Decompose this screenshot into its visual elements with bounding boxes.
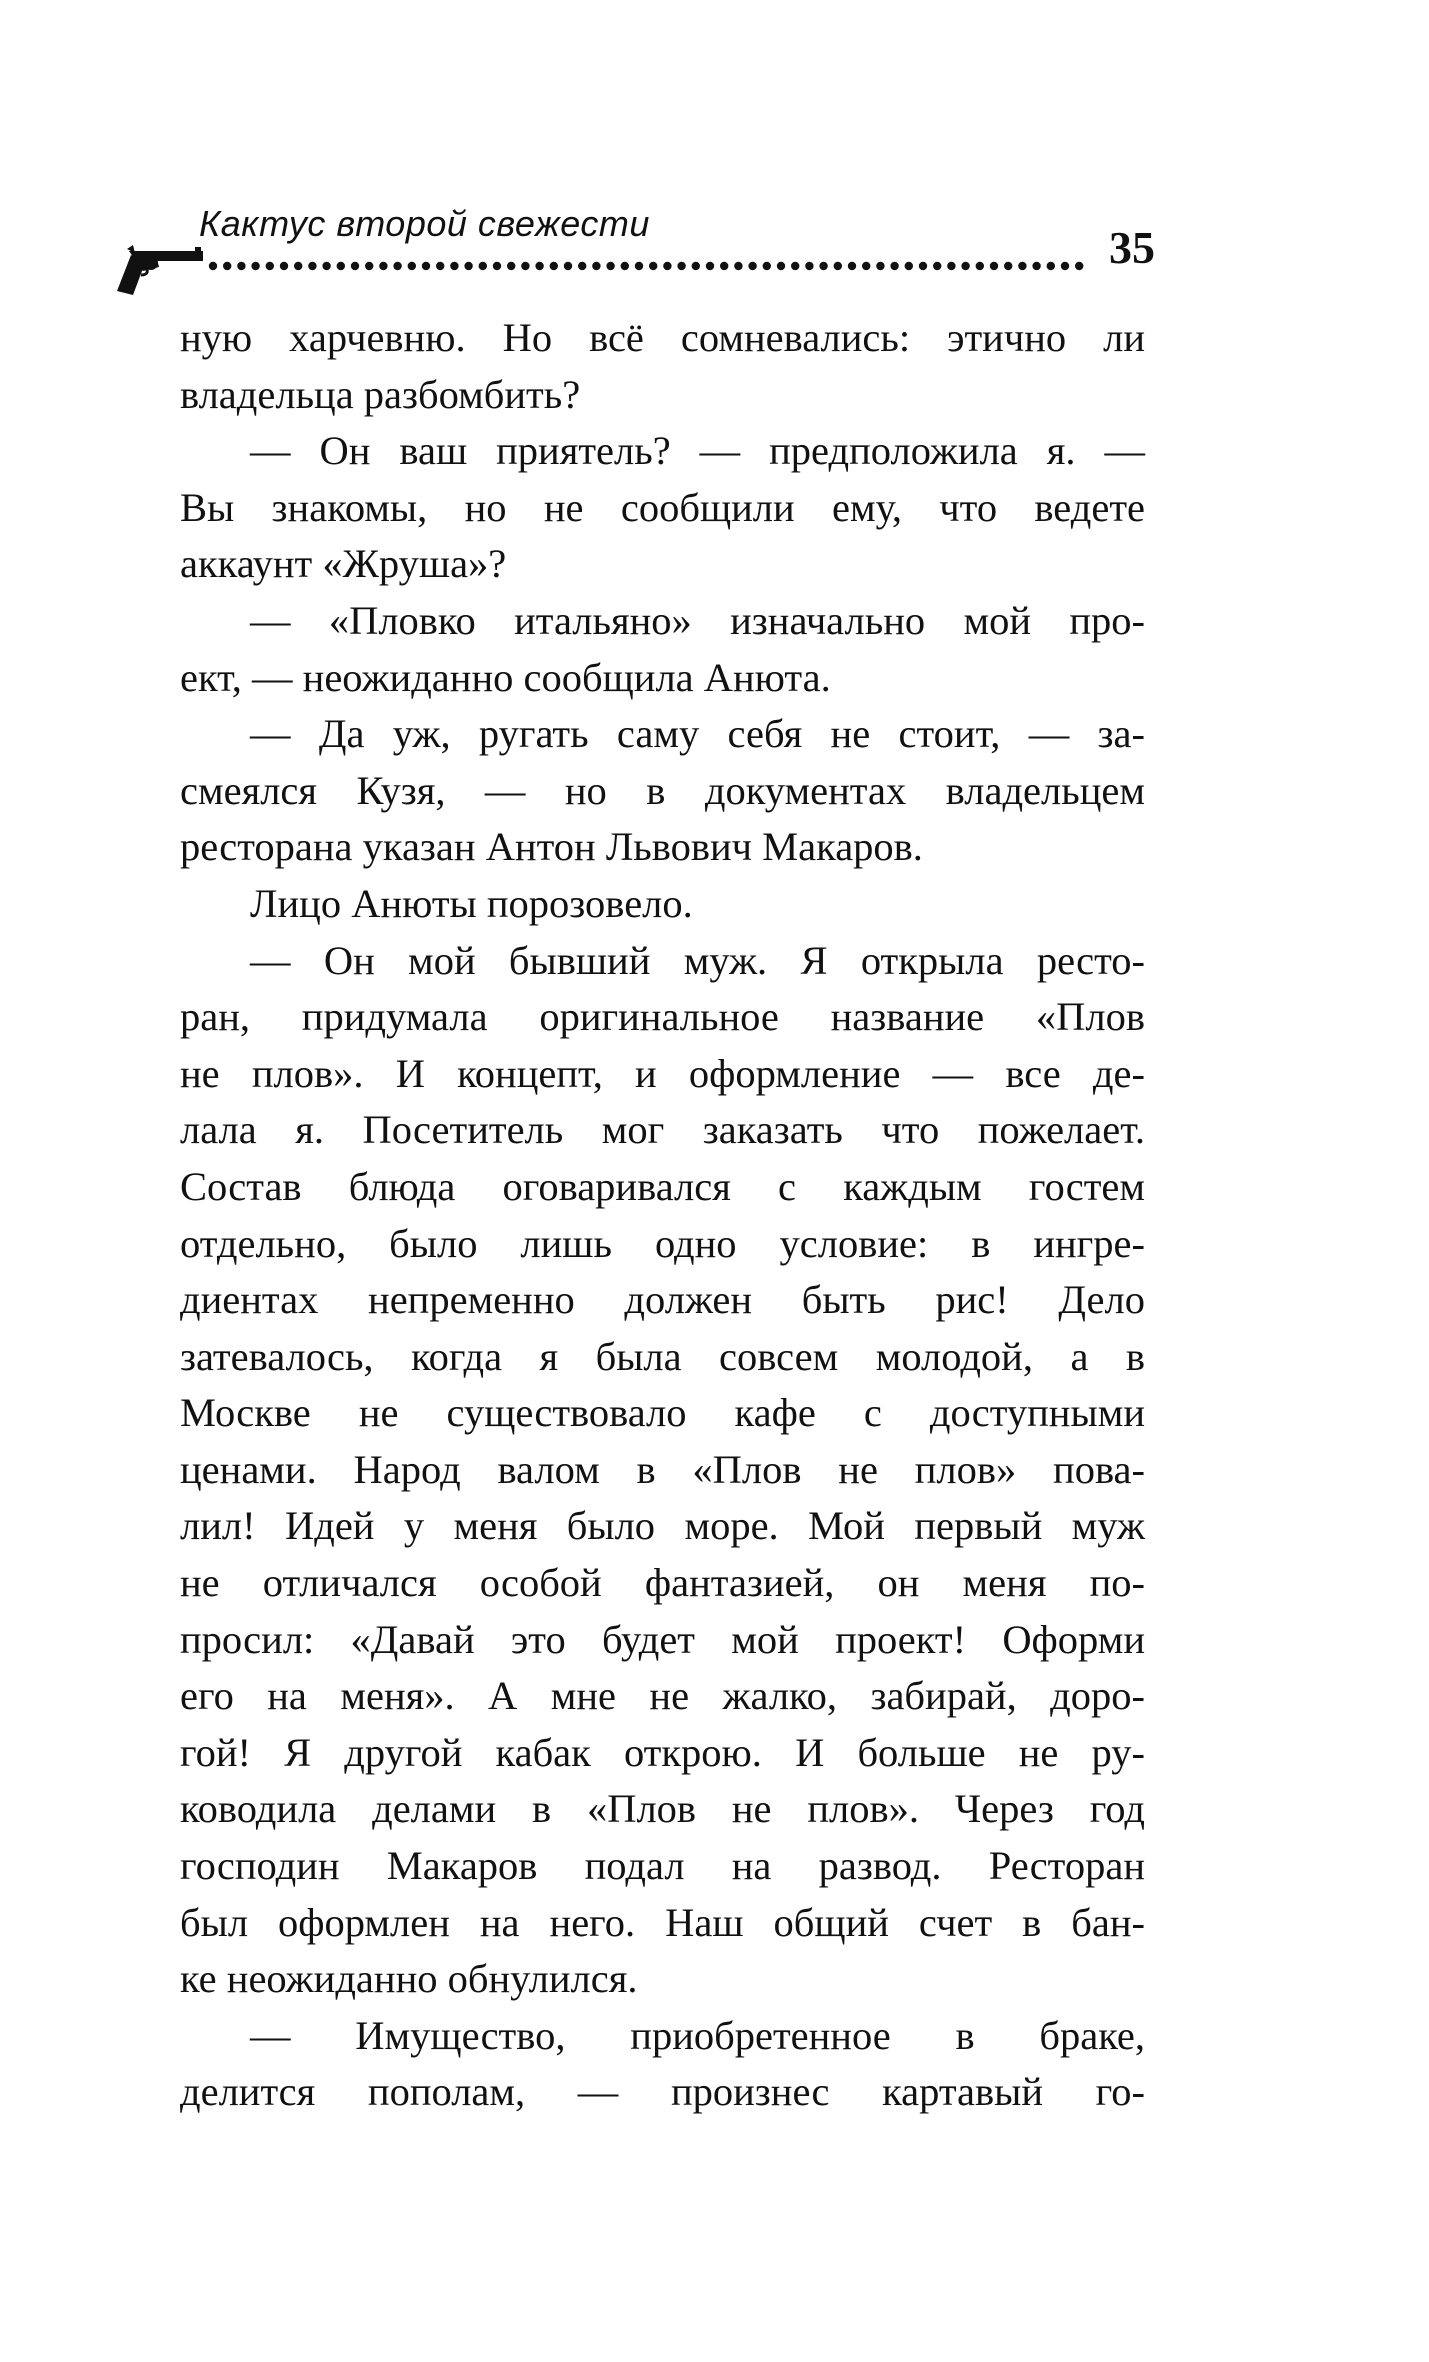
text-line: ресторана указан Антон Львович Макаров. bbox=[180, 824, 923, 870]
leader-dot bbox=[919, 262, 927, 270]
text-line: делится пополам, — произнес картавый го- bbox=[180, 2069, 1145, 2115]
page-header bbox=[115, 195, 1155, 305]
leader-dot bbox=[862, 262, 870, 270]
leader-dot bbox=[564, 262, 572, 270]
text-line: Вы знакомы, но не сообщили ему, что ведете bbox=[180, 484, 1145, 530]
text-line: — Он ваш приятель? — предположила я. — bbox=[250, 428, 1145, 474]
text-line: ке неожиданно обнулился. bbox=[180, 1956, 638, 2002]
leader-dot bbox=[1018, 262, 1026, 270]
leader-dot bbox=[1061, 262, 1069, 270]
leader-dot bbox=[592, 262, 600, 270]
text-line: ценами. Народ валом в «Плов не плов» пова- bbox=[180, 1446, 1145, 1492]
leader-dot bbox=[209, 262, 217, 270]
leader-dot bbox=[322, 262, 330, 270]
leader-dot bbox=[550, 262, 558, 270]
text-line: — «Пловко итальяно» изначально мой про- bbox=[250, 597, 1145, 643]
leader-dot bbox=[933, 262, 941, 270]
text-line: ную харчевню. Но всё сомневались: этично ли bbox=[180, 315, 1145, 360]
leader-dot bbox=[266, 262, 274, 270]
leader-dot bbox=[947, 262, 955, 270]
leader-dot bbox=[663, 262, 671, 270]
dot-leader bbox=[207, 259, 1092, 273]
text-line: — Имущество, приобретенное в браке, bbox=[250, 2012, 1145, 2058]
leader-dot bbox=[876, 262, 884, 270]
leader-dot bbox=[521, 262, 529, 270]
text-line: — Он мой бывший муж. Я открыла ресто- bbox=[250, 937, 1145, 983]
leader-dot bbox=[1032, 262, 1040, 270]
leader-dot bbox=[280, 262, 288, 270]
leader-dot bbox=[507, 262, 515, 270]
text-line: ран, придумала оригинальное название «Плов bbox=[180, 994, 1145, 1040]
leader-dot bbox=[422, 262, 430, 270]
leader-dot bbox=[720, 262, 728, 270]
leader-dot bbox=[763, 262, 771, 270]
leader-dot bbox=[1075, 262, 1083, 270]
leader-dot bbox=[791, 262, 799, 270]
text-line: не плов». И концепт, и оформление — все де- bbox=[180, 1050, 1145, 1096]
leader-dot bbox=[436, 262, 444, 270]
leader-dot bbox=[1004, 262, 1012, 270]
body-text bbox=[180, 310, 1145, 2121]
text-line: был оформлен на него. Наш общий счет в бан- bbox=[180, 1899, 1145, 1945]
text-line: господин Макаров подал на развод. Ресторан bbox=[180, 1843, 1145, 1889]
leader-dot bbox=[848, 262, 856, 270]
text-line: Состав блюда оговаривался с каждым гостем bbox=[180, 1163, 1145, 1209]
text-line: не отличался особой фантазией, он меня по- bbox=[180, 1560, 1145, 1606]
leader-dot bbox=[479, 262, 487, 270]
leader-dot bbox=[223, 262, 231, 270]
leader-dot bbox=[294, 262, 302, 270]
leader-dot bbox=[777, 262, 785, 270]
text-line: аккаунт «Жруша»? bbox=[180, 541, 507, 587]
leader-dot bbox=[734, 262, 742, 270]
leader-dot bbox=[450, 262, 458, 270]
leader-dot bbox=[990, 262, 998, 270]
leader-dot bbox=[961, 262, 969, 270]
leader-dot bbox=[834, 262, 842, 270]
text-line: диентах непременно должен быть рис! Дело bbox=[180, 1277, 1145, 1323]
text-line: его на меня». А мне не жалко, забирай, доро- bbox=[180, 1673, 1145, 1719]
leader-dot bbox=[706, 262, 714, 270]
text-line: затевалось, когда я была совсем молодой, а в bbox=[180, 1333, 1145, 1379]
leader-dot bbox=[251, 262, 259, 270]
text-line: гой! Я другой кабак открою. И больше не ру- bbox=[180, 1729, 1145, 1775]
leader-dot bbox=[606, 262, 614, 270]
leader-dot bbox=[578, 262, 586, 270]
text-line: ект, — неожиданно сообщила Анюта. bbox=[180, 654, 831, 700]
leader-dot bbox=[464, 262, 472, 270]
leader-dot bbox=[351, 262, 359, 270]
leader-dot bbox=[805, 262, 813, 270]
text-line: отдельно, было лишь одно условие: в ингре- bbox=[180, 1220, 1145, 1266]
text-line: ководила делами в «Плов не плов». Через год bbox=[180, 1786, 1145, 1832]
text-line: Лицо Анюты порозовело. bbox=[250, 880, 693, 926]
revolver-icon bbox=[115, 241, 205, 297]
leader-dot bbox=[408, 262, 416, 270]
leader-dot bbox=[677, 262, 685, 270]
leader-dot bbox=[692, 262, 700, 270]
leader-dot bbox=[621, 262, 629, 270]
leader-dot bbox=[365, 262, 373, 270]
text-line: лил! Идей у меня было море. Мой первый муж bbox=[180, 1503, 1145, 1549]
text-line: смеялся Кузя, — но в документах владельцем bbox=[180, 767, 1145, 813]
leader-dot bbox=[649, 262, 657, 270]
leader-dot bbox=[337, 262, 345, 270]
leader-dot bbox=[308, 262, 316, 270]
leader-dot bbox=[493, 262, 501, 270]
text-line: просил: «Давай это будет мой проект! Оформи bbox=[180, 1616, 1145, 1662]
leader-dot bbox=[379, 262, 387, 270]
leader-dot bbox=[890, 262, 898, 270]
text-line: лала я. Посетитель мог заказать что пожелает. bbox=[180, 1107, 1145, 1153]
leader-dot bbox=[748, 262, 756, 270]
leader-dot bbox=[819, 262, 827, 270]
leader-dot bbox=[635, 262, 643, 270]
leader-dot bbox=[905, 262, 913, 270]
page-number: 35 bbox=[1109, 222, 1155, 273]
text-line: — Да уж, ругать саму себя не стоит, — за- bbox=[250, 711, 1145, 757]
leader-dot bbox=[535, 262, 543, 270]
leader-dot bbox=[393, 262, 401, 270]
text-line: Москве не существовало кафе с доступными bbox=[180, 1390, 1145, 1436]
running-title: Кактус второй свежести bbox=[199, 203, 650, 244]
leader-dot bbox=[237, 262, 245, 270]
leader-dot bbox=[976, 262, 984, 270]
leader-dot bbox=[1047, 262, 1055, 270]
text-line: владельца разбомбить? bbox=[180, 371, 581, 417]
